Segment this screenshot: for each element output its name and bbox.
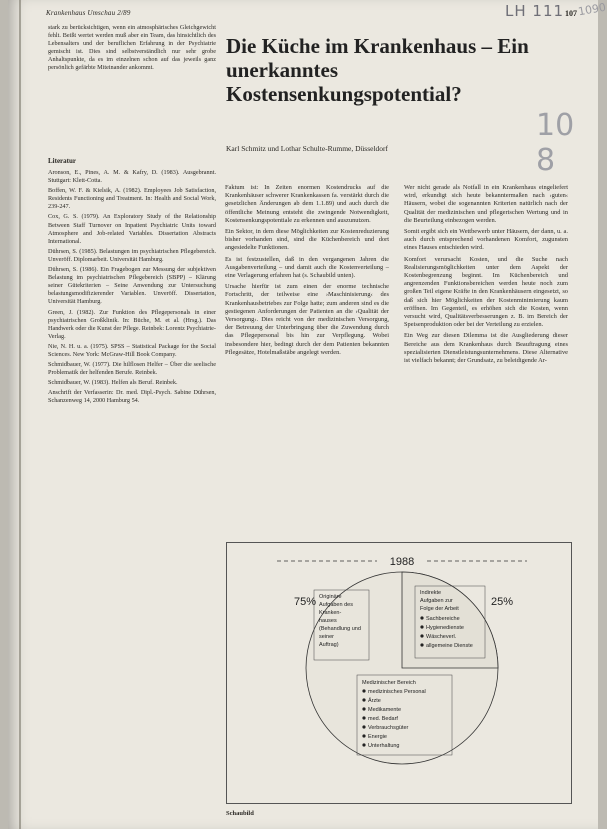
svg-text:Energie: Energie [368, 734, 387, 740]
paragraph: Komfort verursacht Kosten, und die Suche nach Realisierungsmöglichkeiten unter dem Aspekt der Kostenbegrenzung beginnt. Im Küchenbereich und angrenzenden Funktionsbereichen werden heute noch zum großen Teil eigene Kräfte in den Krankenhäusern eingesetzt, so daß sich hier Möglichkeiten der Kostenminimierung kaum eröffnen. Im Gegenteil, es erhöhen sich die Kosten, wenn versucht wird, Qualitätsverbesserungen z. B. im Bereich der Speisenproduktion oder bei der Verteilung zu erzielen. [404, 255, 568, 329]
page [8, 0, 607, 829]
reference-item: Aronson, E., Pines, A. M. & Kafry, D. (1983). Ausgebrannt. Stuttgart: Klett-Cotta. [48, 169, 216, 185]
handwritten-note-top: LH 111 [505, 2, 565, 20]
handwritten-note-mid: 10 8 [536, 108, 575, 178]
binding-edge [19, 0, 21, 829]
paragraph: Ein Weg zur diesen Dilemma ist die Ausgliederung dieser Bereiche aus dem Krankenhaus durch Beauftragung eines spezialisierten Dienstleistungsunternehmens. Diese Alternative ist vielfach bekannt; der Grundsatz, zu beleidigende Ar- [404, 332, 568, 365]
svg-text:hauses: hauses [319, 618, 337, 624]
body-column-right [404, 184, 568, 578]
paragraph: Es ist festzustellen, daß in den vergangenen Jahren die Ausgabenverteilung – und damit auch die Kostenverteilung – eine Verlagerung erfahren hat (s. Schaubild unten). [225, 255, 389, 280]
svg-text:Ärzte: Ärzte [368, 698, 381, 704]
reference-item: Dührsen, S. (1986). Ein Fragebogen zur Messung der subjektiven Belastung im psychiatrischen Pflegebereich (SBPP) – Klärung seiner Gütekriterien – Seine Anwendung zur Untersuchung belastungsmodifizierender Variablen. Unveröff. Dissertation, Universität Hamburg. [48, 266, 216, 306]
svg-text:Kranken-: Kranken- [319, 610, 342, 616]
author-address: Anschrift der Verfasserin: Dr. med. Dipl.-Psych. Sabine Dührsen, Schanzenweg 14, 2000 Hamburg 54. [48, 389, 216, 405]
svg-text:Indirekte: Indirekte [420, 590, 442, 596]
svg-text:Aufgaben des: Aufgaben des [319, 602, 353, 608]
reference-item: Boffen, W. F. & Kielsik, A. (1982). Employees Job Satisfaction, Residents Functioning and Treatment. In: Health and Social Work, 239-247. [48, 187, 216, 211]
svg-text:Auftrag): Auftrag) [319, 642, 339, 648]
paragraph: Ursache hierfür ist zum einen der enorme technische Fortschritt, der teilweise eine ›Maschinisierung‹ des Krankenhausbetriebes zur Folge hatte; zum anderen sind es die gestiegenen Anforderungen der Patienten an die ›Qualität der Versorgung‹. Dies reicht von der medizinischen Versorgung, der Betreuung der Unterbringung über die Zuwendung durch das Pflegepersonal bis hin zur Verpflegung. Wobei insbesondere hier, bedingt durch der dem Patienten bekannten Pflegesätze, Hotelmaßstäbe angelegt werden. [225, 283, 389, 356]
article-authors: Karl Schmitz und Lothar Schulte-Rumme, Düsseldorf [226, 144, 389, 153]
svg-text:Sachbereiche: Sachbereiche [426, 616, 460, 622]
reference-item: Nie, N. H. u. a. (1975). SPSS – Statistical Package for the Social Sciences. New York: McGraw-Hill Book Company. [48, 342, 216, 358]
svg-text:Aufgaben zur: Aufgaben zur [420, 598, 453, 604]
intro-paragraph: stark zu berücksichtigen, wenn ein atmosphärisches Gleichgewicht fehlt. Beißt wertet werden muß aber ein Team, das hinsichtlich des Lebensalters und der beruflichen Erfahrung in der Psychiatrie gemischt ist. Dies sind selbstverständlich nur sehr grobe Anhaltspunkte, da es im einzelnen schon auf das jeweils ganz persönlich gefärbte Miteinander ankommt. [48, 24, 216, 72]
svg-text:Hygienedienste: Hygienedienste [426, 625, 464, 631]
svg-text:(Behandlung und: (Behandlung und [319, 626, 361, 632]
svg-text:allgemeine Dienste: allgemeine Dienste [426, 643, 473, 649]
reference-item: Cox, G. S. (1979). An Exploratory Study of the Relationship Between Staff Turnover on Inpatient Psychiatric Units toward Atmosphere and Job-related Variables. Dissertation Abstracts International. [48, 213, 216, 245]
figure-pie-chart [226, 542, 572, 804]
svg-text:med. Bedarf: med. Bedarf [368, 716, 398, 722]
svg-text:Verbrauchsgüter: Verbrauchsgüter [368, 725, 409, 731]
left-percentage: 75% [293, 596, 317, 608]
svg-text:Medizinischer Bereich: Medizinischer Bereich [362, 680, 416, 686]
reference-item: Schmidbauer, W. (1977). Die hilflosen Helfer – Über die seelische Problematik der helfenden Berufe. Reinbek. [48, 361, 216, 377]
article-title: Die Küche im Krankenhaus – Ein unerkanntes Kostensenkungspotential? [226, 34, 529, 106]
svg-text:Originäre: Originäre [319, 594, 342, 600]
pie-chart-svg [227, 543, 573, 805]
body-column-middle [225, 184, 389, 578]
svg-text:Medikamente: Medikamente [368, 707, 402, 713]
paragraph: Somit ergibt sich ein Wettbewerb unter Häusern, der dann, u. a. auch durch entsprechend vorhandenen Komfort, zugunsten eines Hauses entschieden wird. [404, 228, 568, 252]
page-number: 107 [565, 9, 577, 18]
reference-list [48, 169, 216, 601]
svg-text:Folge der Arbeit: Folge der Arbeit [420, 606, 459, 612]
paragraph: Wer nicht gerade als Notfall in ein Krankenhaus eingeliefert wird, erkundigt sich heute bekanntermaßen nach ›guten‹ Häusern, wobei die sogenannten Kriterien natürlich nach der Qualität der medizinischen und pflegerischen Wertung und in die Beurteilung einbezogen werden. [404, 184, 568, 224]
svg-text:Unterhaltung: Unterhaltung [368, 743, 400, 749]
figure-caption: Schaubild [226, 810, 254, 817]
svg-text:Wäscheverl.: Wäscheverl. [426, 634, 457, 640]
literature-heading: Literatur [48, 157, 76, 165]
running-head: Krankenhaus Umschau 2/89 [46, 9, 131, 17]
svg-text:medizinisches Personal: medizinisches Personal [368, 689, 426, 695]
paragraph: Ein Sektor, in dem diese Möglichkeiten zur Kostenreduzierung bisher vorhanden sind, sind die Küchenbereich und dort angesiedelte Funktionen. [225, 228, 389, 252]
reference-item: Dührsen, S. (1985). Belastungen im psychiatrischen Pflegebereich. Unveröff. Diplomarbeit. Universität Hamburg. [48, 247, 216, 263]
svg-text:seiner: seiner [319, 634, 334, 640]
reference-item: Schmidbauer, W. (1983). Helfen als Beruf. Reinbek. [48, 379, 178, 387]
chart-year: 1988 [389, 556, 415, 568]
handwritten-note-corner: 1090 [577, 0, 607, 19]
paragraph: Faktum ist: In Zeiten enormen Kostendrucks auf die Krankenhäuser schwerer Krankenkassen fa. verstärkt durch die gesetzlichen Änderungen ab dem 1.1.89) und auch durch die öffentliche Meinung entsteht die zwingende Notwendigkeit, Kostensenkungspotentiale zu erkennen und auszunutzen. [225, 184, 389, 224]
right-percentage: 25% [490, 596, 514, 608]
reference-item: Green, J. (1982). Zur Funktion des Pflegepersonals in einer psychiatrischen Großklinik. In: Büche, M. et al. (Hrsg.). Das Handwerk oder die Kunst der Pflege. Reinbek: Lorentz Psychiatrie-Verlag. [48, 308, 216, 340]
